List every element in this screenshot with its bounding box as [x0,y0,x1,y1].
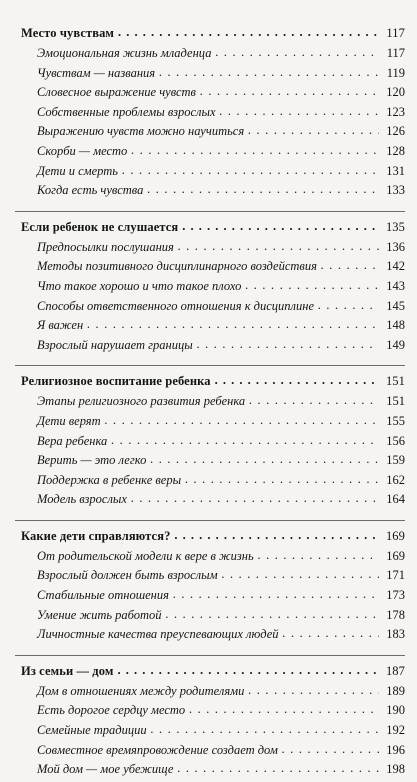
dot-leader [178,239,379,254]
entry-page-number: 128 [386,143,405,158]
entry-title: Собственные проблемы взрослых [37,104,216,119]
toc-section [21,220,405,358]
section-entries [37,46,405,203]
entry-page-number: 131 [386,163,405,178]
toc-entry[interactable] [37,338,405,358]
toc-entry[interactable] [37,105,405,125]
section-divider [15,520,405,521]
toc-entry[interactable] [37,66,405,86]
toc-entry[interactable] [37,318,405,338]
entry-title: Есть дорогое сердцу место [37,703,186,718]
dot-leader [282,742,379,757]
entry-page-number: 155 [386,413,405,428]
dot-leader [215,373,379,388]
dot-leader [248,123,379,138]
entry-title: Личностные качества преуспевающих людей [37,627,279,642]
toc-entry[interactable] [37,259,405,279]
entry-page-number: 189 [386,683,405,698]
toc-section [21,374,405,512]
section-page-number: 135 [385,219,405,234]
entry-page-number: 151 [386,394,405,409]
entry-page-number: 133 [386,183,405,198]
entry-page-number: 192 [386,723,405,738]
section-entries [37,240,405,358]
entry-page-number: 136 [386,239,405,254]
section-title: Из семьи — дом [21,663,114,678]
entry-title: Предпосылки послушания [37,239,174,254]
entry-page-number: 123 [386,104,405,119]
dot-leader [117,663,379,678]
entry-title: Выражению чувств можно научиться [37,124,245,139]
toc-entry[interactable] [37,299,405,319]
section-title: Если ребенок не слушается [21,219,179,234]
toc-entry[interactable] [37,568,405,588]
toc-entry[interactable] [37,743,405,763]
dot-leader [258,548,379,563]
section-divider [15,655,405,656]
toc-entry[interactable] [37,434,405,454]
entry-title: Мой дом — мое убежище [37,762,174,777]
entry-title: Умение жить работой [37,607,162,622]
section-page-number: 169 [385,528,405,543]
dot-leader [151,722,379,737]
dot-leader [222,567,379,582]
toc-entry[interactable] [37,492,405,512]
toc-section [21,529,405,647]
entry-title: Стабильные отношения [37,588,169,603]
toc-entry[interactable] [37,394,405,414]
section-divider [15,211,405,212]
dot-leader [189,702,379,717]
entry-page-number: 171 [386,568,405,583]
entry-page-number: 126 [386,124,405,139]
dot-leader [283,626,379,641]
entry-title: Что такое хорошо и что такое плохо [37,278,242,293]
dot-leader [321,258,379,273]
section-entries [37,549,405,647]
dot-leader [166,607,379,622]
toc-entry[interactable] [37,183,405,203]
section-divider [15,365,405,366]
dot-leader [118,25,379,40]
toc-entry[interactable] [37,164,405,184]
toc-entry[interactable] [37,144,405,164]
entry-title: Способы ответственного отношения к дисциплине [37,298,314,313]
entry-title: Этапы религиозного развития ребенка [37,394,246,409]
entry-title: Взрослый нарушает границы [37,337,193,352]
toc-entry[interactable] [37,762,405,782]
toc-entry[interactable] [37,240,405,260]
dot-leader [220,104,380,119]
dot-leader [159,65,379,80]
entry-title: Словесное выражение чувств [37,85,196,100]
dot-leader [200,84,379,99]
toc-entry[interactable] [37,85,405,105]
entry-page-number: 159 [386,453,405,468]
dot-leader [197,337,379,352]
entry-title: От родительской модели к вере в жизнь [37,548,254,563]
section-heading[interactable] [21,529,405,549]
entry-page-number: 120 [386,85,405,100]
dot-leader [249,393,379,408]
toc-section [21,664,405,782]
dot-leader [131,491,379,506]
entry-title: Вера ребенка [37,433,108,448]
section-title: Религиозное воспитание ребенка [21,374,211,389]
entry-page-number: 162 [386,472,405,487]
entry-page-number: 119 [386,65,405,80]
entry-page-number: 169 [386,548,405,563]
entry-page-number: 173 [386,588,405,603]
section-entries [37,394,405,512]
entry-page-number: 183 [386,627,405,642]
section-page-number: 117 [386,26,405,40]
dot-leader [177,761,379,776]
section-heading[interactable] [21,26,405,46]
entry-page-number: 149 [386,337,405,352]
dot-leader [111,433,379,448]
dot-leader [182,219,379,234]
dot-leader [147,182,379,197]
dot-leader [87,317,379,332]
entry-page-number: 196 [386,742,405,757]
entry-title: Когда есть чувства [37,183,144,198]
dot-leader [318,298,379,313]
dot-leader [150,452,379,467]
dot-leader [174,528,379,543]
entry-page-number: 190 [386,703,405,718]
entry-page-number: 164 [386,492,405,507]
entry-title: Дети и смерть [37,163,118,178]
toc-entry[interactable] [37,549,405,569]
entry-title: Поддержка в ребенке веры [37,472,182,487]
dot-leader [248,683,379,698]
section-title: Место чувствам [21,26,115,40]
toc-entry[interactable] [37,627,405,647]
dot-leader [185,472,379,487]
toc-entry[interactable] [37,608,405,628]
section-title: Какие дети справляются? [21,528,171,543]
toc-section [21,26,405,203]
toc-entry[interactable] [37,124,405,144]
entry-page-number: 178 [386,607,405,622]
toc-entry[interactable] [37,414,405,434]
entry-page-number: 145 [386,298,405,313]
entry-title: Совместное времяпровождение создает дом [37,742,278,757]
entry-page-number: 143 [386,278,405,293]
entry-title: Семейные традиции [37,723,147,738]
entry-title: Я важен [37,318,84,333]
dot-leader [245,278,379,293]
toc-entry[interactable] [37,473,405,493]
entry-title: Методы позитивного дисциплинарного воздействия [37,259,317,274]
dot-leader [122,163,379,178]
dot-leader [105,413,379,428]
entry-title: Дети верят [37,413,101,428]
entry-title: Дом в отношениях между родителями [37,683,245,698]
entry-page-number: 156 [386,433,405,448]
toc-entry[interactable] [37,279,405,299]
entry-title: Эмоциональная жизнь младенца [37,46,212,60]
toc-entry[interactable] [37,588,405,608]
entry-page-number: 142 [386,259,405,274]
entry-title: Верить — это легко [37,453,147,468]
section-heading[interactable] [21,220,405,240]
entry-title: Взрослый должен быть взрослым [37,568,218,583]
section-heading[interactable] [21,374,405,394]
section-page-number: 151 [385,374,405,389]
entry-page-number: 148 [386,318,405,333]
section-entries [37,684,405,782]
toc-entry[interactable] [37,723,405,743]
section-page-number: 187 [385,663,405,678]
entry-page-number: 198 [386,762,405,777]
dot-leader [131,143,379,158]
toc-entry[interactable] [37,703,405,723]
toc-entry[interactable] [37,453,405,473]
entry-page-number: 117 [386,46,405,60]
toc-entry[interactable] [37,46,405,66]
entry-title: Чувствам — названия [37,65,156,80]
toc-entry[interactable] [37,684,405,704]
section-heading[interactable] [21,664,405,684]
entry-title: Модель взрослых [37,492,127,507]
entry-title: Скорби — место [37,143,128,158]
dot-leader [215,45,379,60]
dot-leader [173,587,379,602]
